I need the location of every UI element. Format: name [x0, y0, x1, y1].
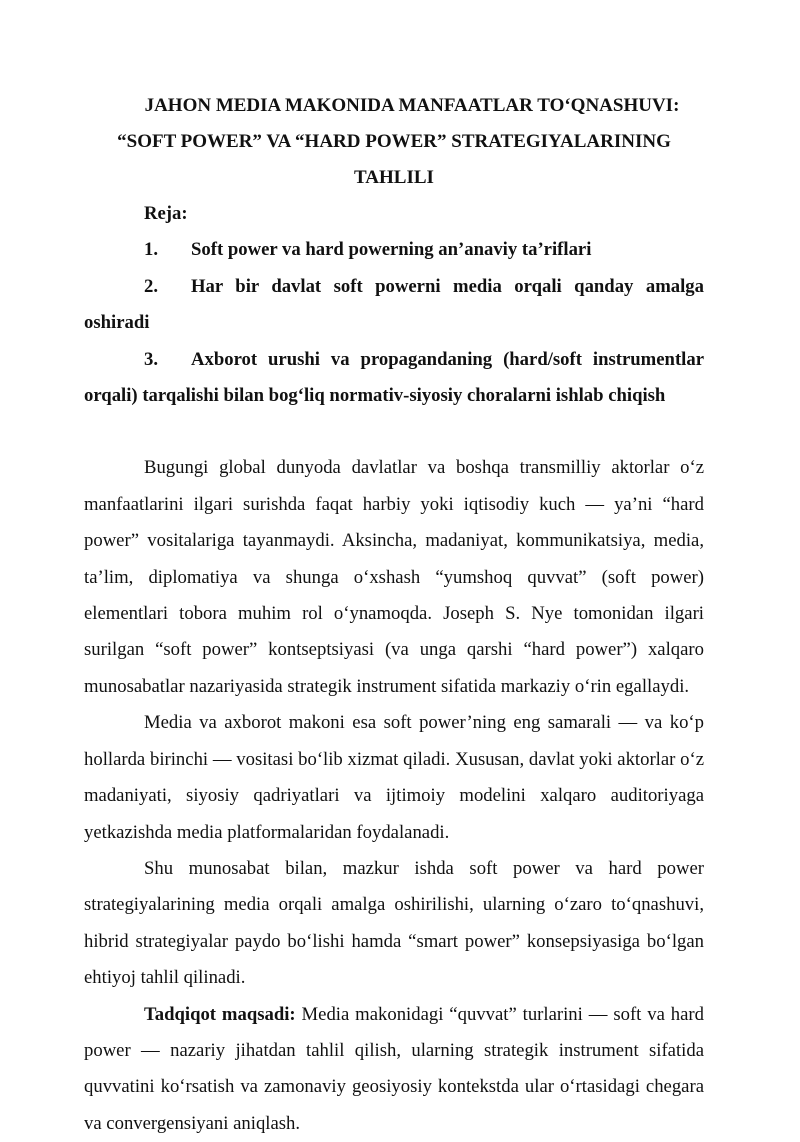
body-paragraph-3: Shu munosabat bilan, mazkur ishda soft power va hard power strategiyalarining media orqali amalga oshirilishi, ularning o‘zaro to‘qnashuvi, hibrid strategiyalar paydo bo‘lishi hamda “smart power” konsepsiyasiga bo‘lgan ehtiyoj tahlil qilinadi.	[84, 857, 704, 989]
plan-item-text: Axborot urushi va propagandaning (hard/soft instrumentlar orqali) tarqalishi bilan bog‘liq normativ-siyosiy choralarni ishlab chiqish	[84, 348, 704, 407]
title-line-3: TAHLILI	[354, 167, 434, 188]
research-goal-text: Media makonidagi “quvvat” turlarini — soft va hard power — nazariy jihatdan tahlil qilish, ularning strategik instrument sifatida quvvatini ko‘rsatish va zamonaviy geosiyosiy kontekstda ular o‘rtasidagi chegara va convergensiyani aniqlash.	[84, 1003, 704, 1134]
plan-item-text: Har bir davlat soft powerni media orqali qanday amalga oshiradi	[84, 275, 704, 334]
plan-item-number: 3.	[144, 348, 159, 370]
body-paragraph-1: Bugungi global dunyoda davlatlar va boshqa transmilliy aktorlar o‘z manfaatlarini ilgari surishda faqat harbiy yoki iqtisodiy kuch — ya’ni “hard power” vositalariga tayanmaydi. Aksincha, madaniyat, kommunikatsiya, media, ta’lim, diplomatiya va shunga o‘xshash “yumshoq quvvat” (soft power) elementlari tobora muhim rol o‘ynamoqda. Joseph S. Nye tomonidan ilgari surilgan “soft power” kontseptsiyasi (va unga qarshi “hard power”) xalqaro munosabatlar nazariyasida strategik instrument sifatida markaziy o‘rin egallaydi.	[84, 457, 704, 697]
section-spacer	[84, 414, 704, 450]
title-line-1: JAHON MEDIA MAKONIDA MANFAATLAR TO‘QNASHUVI:	[144, 95, 680, 116]
research-goal-label: Tadqiqot maqsadi:	[144, 1003, 296, 1025]
plan-item-text: Soft power va hard powerning an’anaviy ta’riflari	[191, 239, 592, 261]
plan-heading: Reja:	[144, 203, 188, 224]
research-goal-paragraph	[84, 997, 704, 1142]
plan-item-2	[84, 269, 704, 342]
plan-item-1	[84, 232, 704, 268]
body-paragraph-2: Media va axborot makoni esa soft power’ning eng samarali — va ko‘p hollarda birinchi — vositasi bo‘lib xizmat qiladi. Xususan, davlat yoki aktorlar o‘z madaniyati, siyosiy qadriyatlari va ijtimoiy modelini xalqaro auditoriyaga yetkazishda media platformalaridan foydalanadi.	[84, 712, 704, 843]
plan-item-number: 2.	[144, 275, 159, 297]
plan-item-number: 1.	[144, 239, 159, 261]
document-title	[84, 88, 704, 196]
plan-item-3	[84, 342, 704, 415]
title-line-2: “SOFT POWER” VA “HARD POWER” STRATEGIYALARINING	[117, 131, 671, 152]
